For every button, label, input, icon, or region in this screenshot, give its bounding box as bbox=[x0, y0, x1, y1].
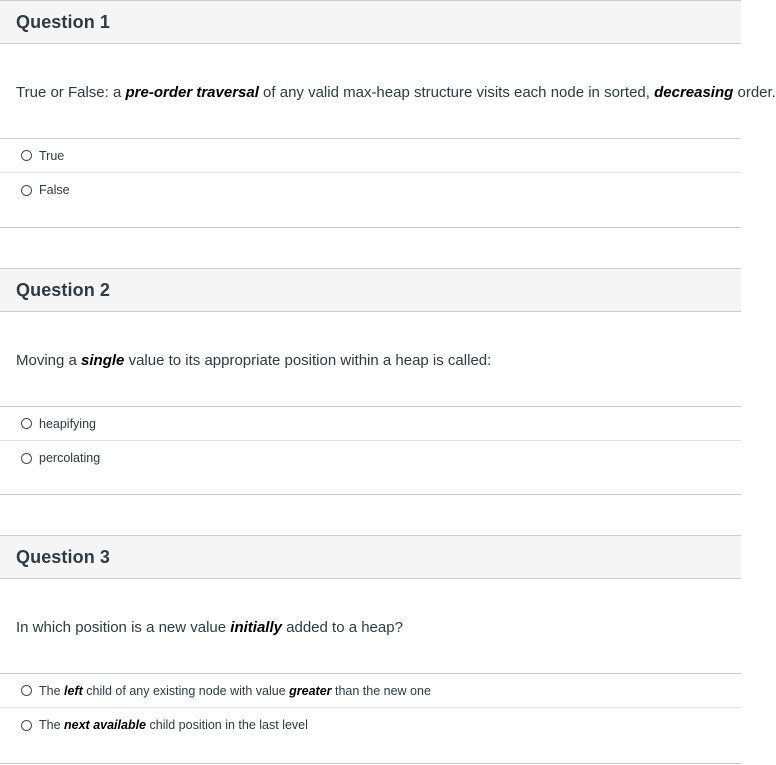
answer-option-true[interactable] bbox=[0, 139, 741, 173]
question-text: True or False: a pre-order traversal of any valid max-heap structure visits each node in sorted, decreasing order. bbox=[16, 84, 776, 101]
radio-button[interactable] bbox=[21, 453, 32, 464]
answer-option-percolating[interactable] bbox=[0, 441, 741, 475]
radio-button[interactable] bbox=[21, 685, 32, 696]
question-1 bbox=[0, 0, 776, 228]
answer-option-heapifying[interactable] bbox=[0, 407, 741, 441]
question-title: Question 2 bbox=[16, 279, 111, 300]
question-header bbox=[0, 268, 741, 312]
answer-list bbox=[0, 406, 741, 475]
answer-label: False bbox=[39, 183, 70, 197]
question-header bbox=[0, 535, 741, 579]
answer-list bbox=[0, 138, 741, 207]
answer-label: The left child of any existing node with value greater than the new one bbox=[39, 683, 431, 698]
question-3 bbox=[0, 535, 741, 764]
radio-button[interactable] bbox=[21, 185, 32, 196]
answer-option-left-child[interactable] bbox=[0, 674, 741, 708]
question-title: Question 1 bbox=[16, 11, 111, 32]
radio-button[interactable] bbox=[21, 418, 32, 429]
question-header bbox=[0, 0, 741, 44]
answer-label: True bbox=[39, 148, 65, 163]
answer-option-next-available[interactable] bbox=[0, 708, 741, 742]
question-2 bbox=[0, 268, 741, 495]
answer-label: heapifying bbox=[39, 416, 96, 431]
question-text: In which position is a new value initially added to a heap? bbox=[16, 619, 403, 636]
answer-label: percolating bbox=[39, 451, 101, 465]
answer-option-false[interactable] bbox=[0, 173, 741, 207]
question-title: Question 3 bbox=[16, 546, 111, 567]
radio-button[interactable] bbox=[21, 150, 32, 161]
question-text: Moving a single value to its appropriate position within a heap is called: bbox=[16, 352, 492, 369]
radio-button[interactable] bbox=[21, 720, 32, 731]
answer-label: The next available child position in the last level bbox=[39, 718, 308, 732]
answer-list bbox=[0, 673, 741, 742]
